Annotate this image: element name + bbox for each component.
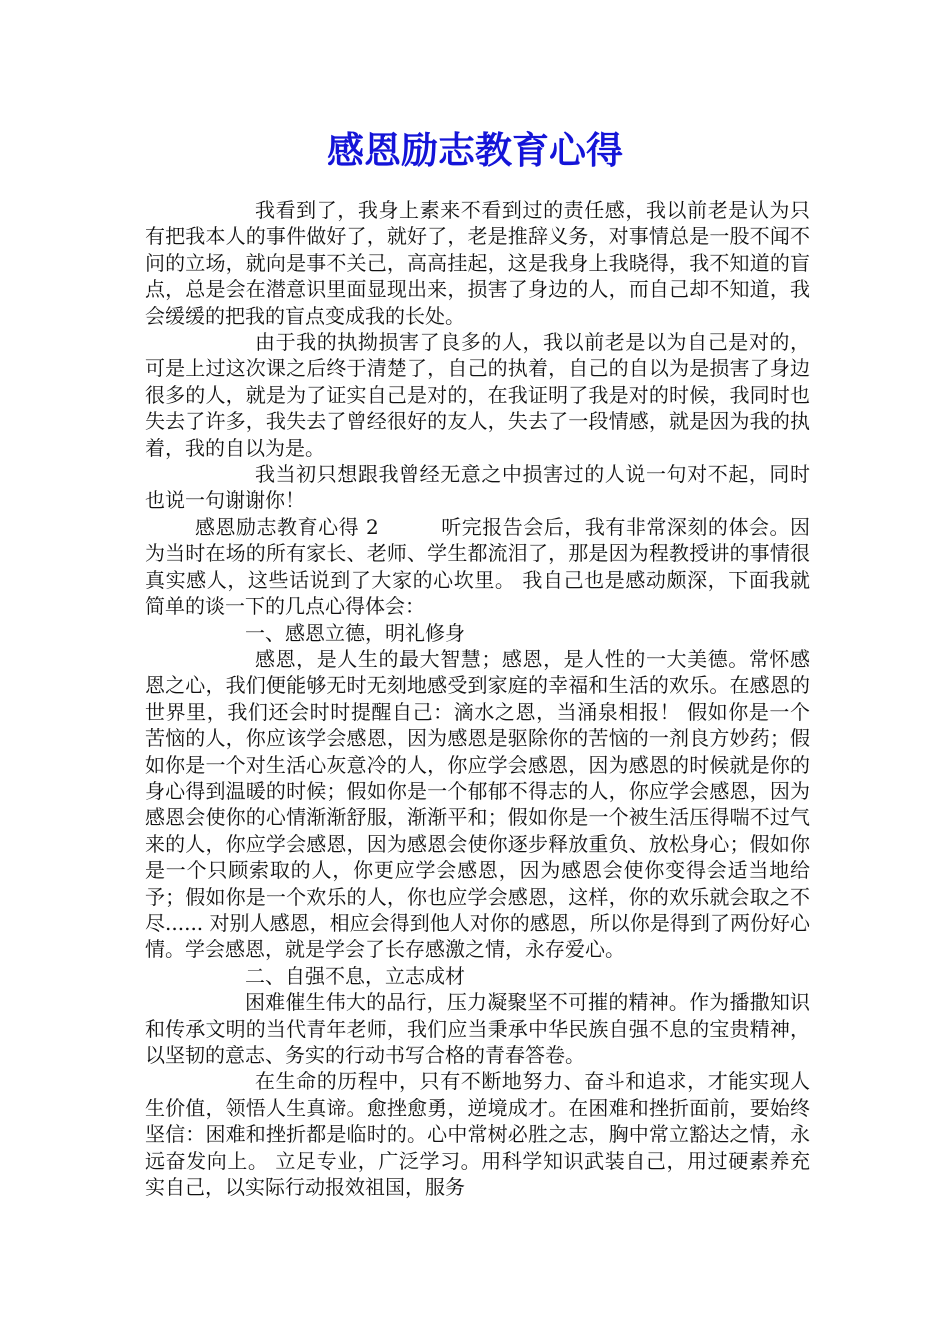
paragraph-gratitude: 感恩，是人生的最大智慧；感恩，是人性的一大美德。常怀感恩之心，我们便能够无时无刻地感受到家庭的幸福和生活的欢乐。在感恩的世界里，我们还会时时提醒自己：滴水之恩，当涌泉相报！ 假如你是一个苦恼的人，你应该学会感恩，因为感恩是驱除你的苦恼的一剂良方妙药；假如你是一个对生活心灰意冷的人，你应学会感恩，因为感恩的时候就是你的身心得到温暖的时候；假如你是一个郁郁不得志的人，你应学会感恩，因为感恩会使你的心情渐渐舒服，渐渐平和；假如你是一个被生活压得喘不过气来的人，你应学会感恩，因为感恩会使你逐步释放重负、放松身心；假如你是一个只顾索取的人，你更应学会感恩，因为感恩会使你变得会适当地给予；假如你是一个欢乐的人，你也应学会感恩，这样，你的欢乐就会取之不尽...... 对别人感恩，相应会得到他人对你的感恩，所以你是得到了两份好心情。学会感恩，就是学会了长存感激之情，永存爱心。 [145,646,810,962]
paragraph-responsibility: 我看到了，我身上素来不看到过的责任感，我以前老是认为只有把我本人的事件做好了，就好了，老是推辞义务，对事情总是一股不闻不问的立场，就向是事不关己，高高挂起，这是我身上我晓得，我不知道的盲点，总是会在潜意识里面显现出来，损害了身边的人，而自己却不知道，我会缓缓的把我的盲点变成我的长处。 [145,198,810,328]
paragraph-life: 在生命的历程中，只有不断地努力、奋斗和追求，才能实现人生价值，领悟人生真谛。愈挫愈勇，逆境成才。在困难和挫折面前，要始终坚信：困难和挫折都是临时的。心中常树必胜之志，胸中常立豁达之情，永远奋发向上。 立足专业，广泛学习。用科学知识武装自己，用过硬素养充实自己，以实际行动报效祖国，服务 [145,1069,810,1200]
paragraph-hardship: 困难催生伟大的品行，压力凝聚坚不可摧的精神。作为播撒知识和传承文明的当代青年老师，我们应当秉承中华民族自强不息的宝贵精神，以坚韧的意志、务实的行动书写合格的青春答卷。 [145,990,810,1067]
heading-gratitude: 一、感恩立德，明礼修身 [245,620,465,645]
document-title: 感恩励志教育心得 [327,128,623,172]
section-2-intro [145,514,810,620]
paragraph-stubbornness: 由于我的执拗损害了良多的人，我以前老是以为自己是对的，可是上过这次课之后终于清楚了，自己的执着，自己的自以为是损害了身边很多的人，就是为了证实自己是对的，在我证明了我是对的时候，我同时也失去了许多，我失去了曾经很好的友人，失去了一段情感，就是因为我的执着，我的自以为是。 [145,330,810,460]
section-2-label: 感恩励志教育心得 2 [195,514,379,539]
document-body [145,197,810,1200]
paragraph-apology: 我当初只想跟我曾经无意之中损害过的人说一句对不起，同时也说一句谢谢你！ [145,462,810,513]
heading-self-improvement: 二、自强不息，立志成材 [245,963,465,988]
section-2-text: 听完报告会后，我有非常深刻的体会。因为当时在场的所有家长、老师、学生都流泪了，那是因为程教授讲的事情很真实感人，这些话说到了大家的心坎里。 我自己也是感动颇深，下面我就简单的谈一下的几点心得体会： [145,514,810,619]
